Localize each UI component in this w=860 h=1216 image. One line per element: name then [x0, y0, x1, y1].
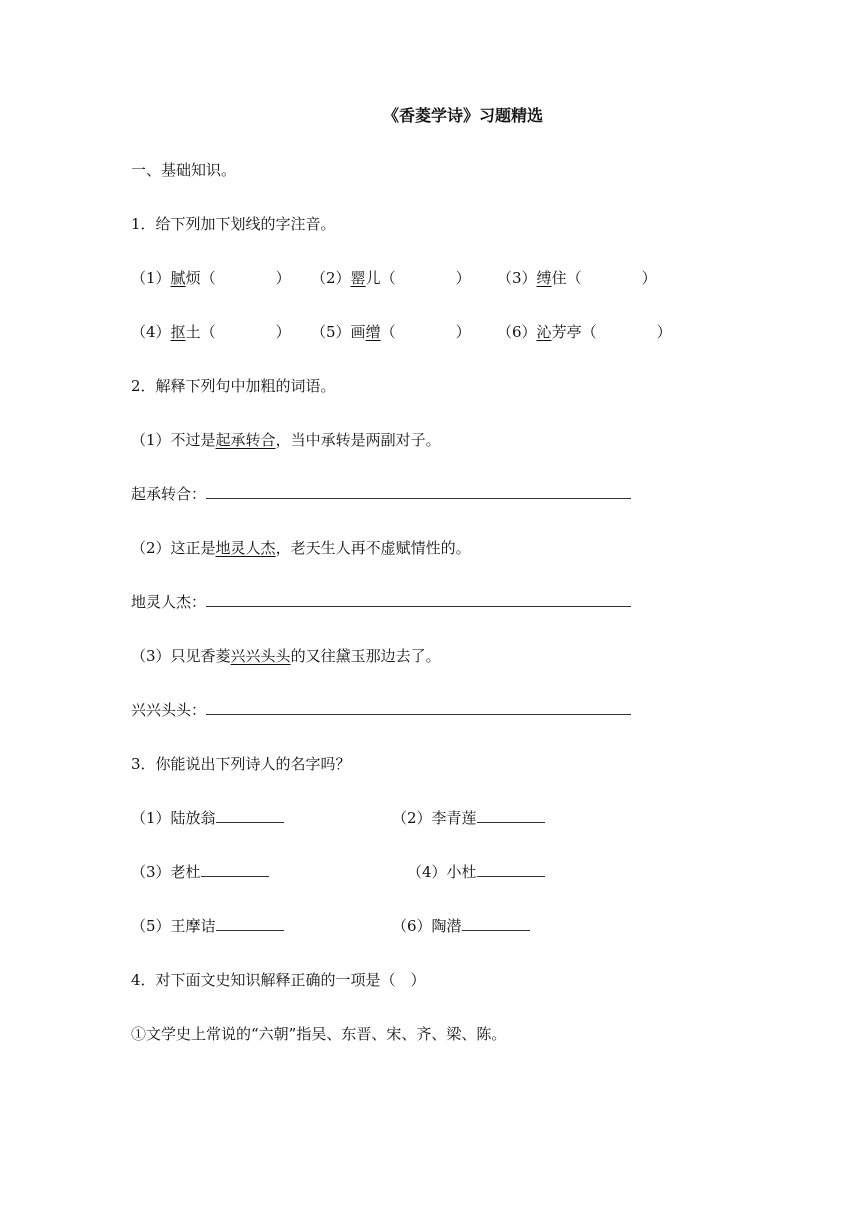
q4-prompt: 4．对下面文史知识解释正确的一项是（ ）: [131, 971, 426, 989]
answer-blank[interactable]: [206, 484, 631, 499]
q3-prompt: 3．你能说出下列诗人的名字吗？: [131, 755, 351, 773]
q1-item-5: （5）画缯（ ）: [311, 323, 471, 341]
q3-item-3: （3）老杜: [131, 862, 269, 882]
q2-answer-1: 起承转合：: [131, 484, 631, 504]
q1-item-6: （6）沁芳亭（ ）: [497, 323, 672, 341]
q2-sentence-2: （2）这正是地灵人杰，老天生人再不虚赋情性的。: [131, 539, 471, 557]
q2-prompt: 2．解释下列句中加粗的词语。: [131, 377, 336, 395]
page-title: 《香菱学诗》习题精选: [383, 106, 544, 125]
q2-answer-2: 地灵人杰：: [131, 592, 631, 612]
q1-item-2: （2）罂儿（ ）: [311, 269, 471, 287]
q3-item-2: （2）李青莲: [392, 808, 545, 828]
q3-item-1: （1）陆放翁: [131, 808, 284, 828]
q4-option-1: ①文学史上常说的“六朝”指吴、东晋、宋、齐、梁、陈。: [131, 1025, 507, 1043]
answer-blank[interactable]: [216, 808, 284, 823]
q1-prompt: 1．给下列加下划线的字注音。: [131, 215, 336, 233]
answer-blank[interactable]: [477, 862, 545, 877]
answer-blank[interactable]: [206, 592, 631, 607]
q3-item-5: （5）王摩诘: [131, 916, 284, 936]
answer-blank[interactable]: [201, 862, 269, 877]
q3-item-4: （4）小杜: [407, 862, 545, 882]
q3-item-6: （6）陶潜: [392, 916, 530, 936]
q2-answer-3: 兴兴头头：: [131, 700, 631, 720]
q1-item-1: （1）腻烦（ ）: [131, 269, 291, 287]
answer-blank[interactable]: [206, 700, 631, 715]
answer-blank[interactable]: [477, 808, 545, 823]
section-heading: 一、基础知识。: [131, 161, 237, 179]
q1-item-3: （3）缚住（ ）: [497, 269, 657, 287]
q2-sentence-3: （3）只见香菱兴兴头头的又往黛玉那边去了。: [131, 647, 441, 665]
q2-sentence-1: （1）不过是起承转合，当中承转是两副对子。: [131, 431, 441, 449]
answer-blank[interactable]: [462, 916, 530, 931]
q1-item-4: （4）抠土（ ）: [131, 323, 291, 341]
answer-blank[interactable]: [216, 916, 284, 931]
